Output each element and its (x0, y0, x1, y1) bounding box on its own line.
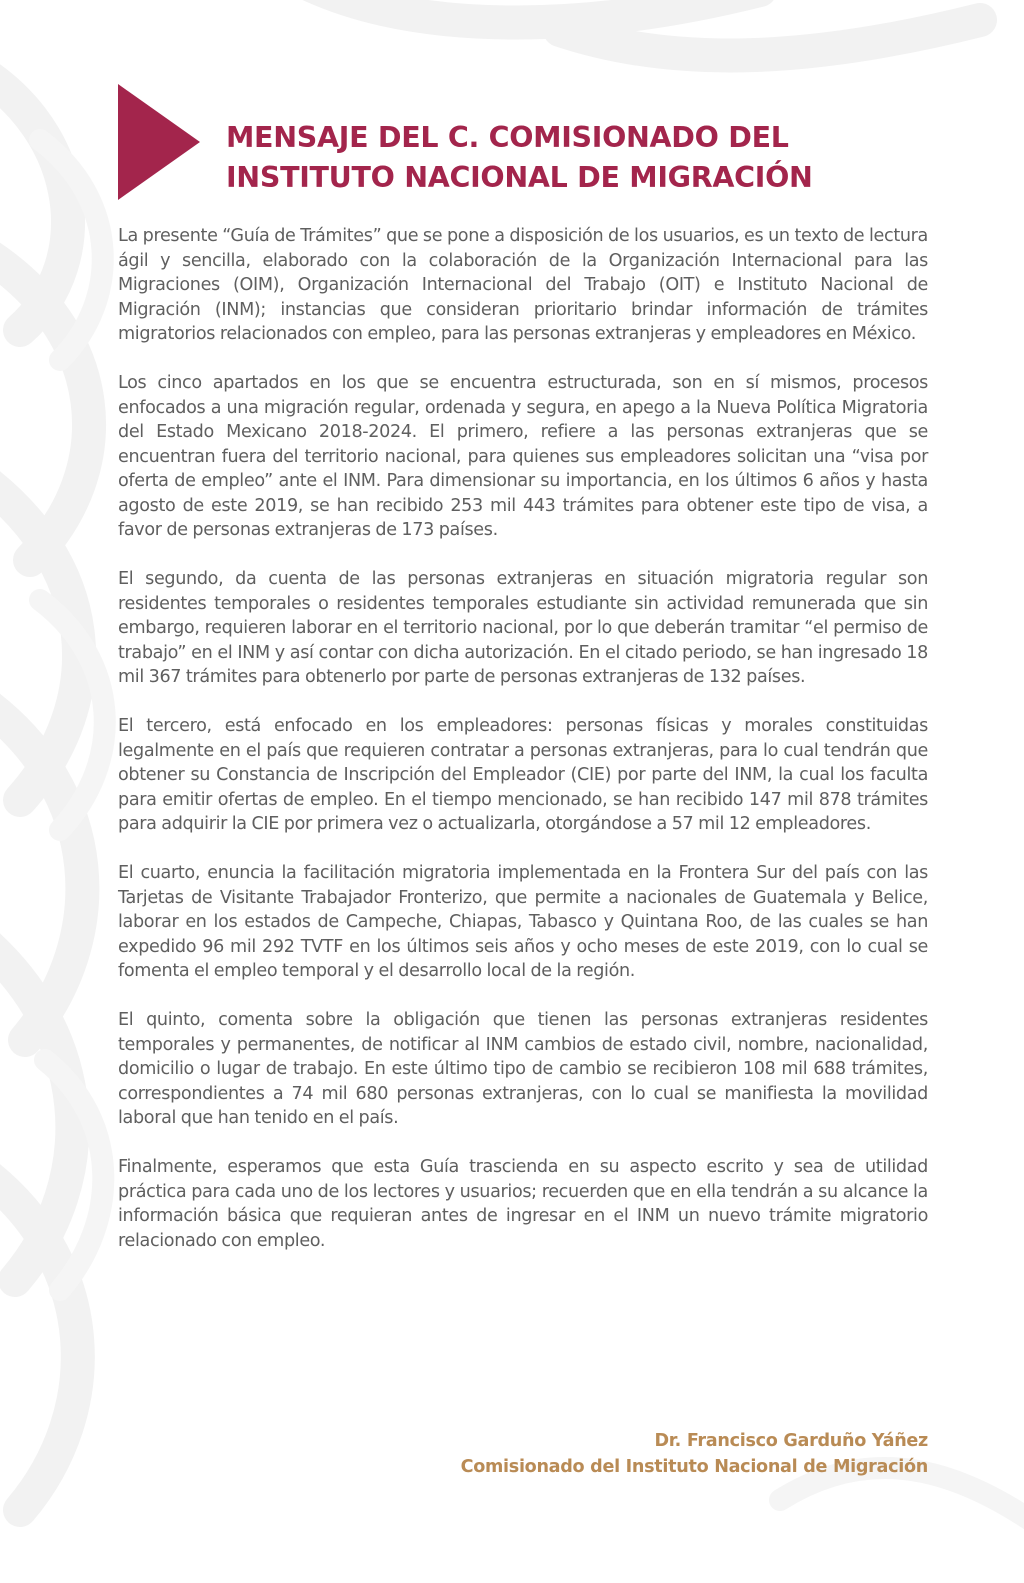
paragraph-first-section: Los cinco apartados en los que se encuentra estructurada, son en sí mismos, procesos enfocados a una migración regular, ordenada y segura, en apego a la Nueva Política Migratoria del Estado Mexicano 2018-2024. El primero, refiere a las personas extranjeras que se encuentran fuera del territorio nacional, para quienes sus empleadores solicitan una “visa por oferta de empleo” ante el INM. Para dimensionar su importancia, en los últimos 6 años y hasta agosto de este 2019, se han recibido 253 mil 443 trámites para obtener este tipo de visa, a favor de personas extranjeras de 173 países. (118, 373, 928, 540)
triangle-shape (118, 84, 200, 200)
title-line-1: MENSAJE DEL C. COMISIONADO DEL (226, 121, 789, 154)
signature-position: Comisionado del Instituto Nacional de Migración (460, 1457, 928, 1477)
play-triangle-icon (118, 84, 200, 200)
paragraph-fourth-section: El cuarto, enuncia la facilitación migratoria implementada en la Frontera Sur del país con las Tarjetas de Visitante Trabajador Fronterizo, que permite a nacionales de Guatemala y Belice, laborar en los estados de Campeche, Chiapas, Tabasco y Quintana Roo, de las cuales se han expedido 96 mil 292 TVTF en los últimos seis años y ocho meses de este 2019, con lo cual se fomenta el empleo temporal y el desarrollo local de la región. (118, 863, 928, 981)
paragraph-second-section: El segundo, da cuenta de las personas extranjeras en situación migratoria regular son residentes temporales o residentes temporales estudiante sin actividad remunerada que sin embargo, requieren laborar en el territorio nacional, por lo que deberán tramitar “el permiso de trabajo” en el INM y así contar con dicha autorización. En el citado periodo, se han ingresado 18 mil 367 trámites para obtenerlo por parte de personas extranjeras de 132 países. (118, 569, 928, 687)
page-title (226, 118, 946, 198)
title-line-2: INSTITUTO NACIONAL DE MIGRACIÓN (226, 161, 813, 194)
signature-block (118, 1428, 928, 1480)
paragraph-third-section: El tercero, está enfocado en los empleadores: personas físicas y morales constituidas legalmente en el país que requieren contratar a personas extranjeras, para lo cual tendrán que obtener su Constancia de Inscripción del Empleador (CIE) por parte del INM, la cual los faculta para emitir ofertas de empleo. En el tiempo mencionado, se han recibido 147 mil 878 trámites para adquirir la CIE por primera vez o actualizarla, otorgándose a 57 mil 12 empleadores. (118, 716, 928, 834)
paragraph-closing: Finalmente, esperamos que esta Guía trascienda en su aspecto escrito y sea de utilidad práctica para cada uno de los lectores y usuarios; recuerden que en ella tendrán a su alcance la información básica que requieran antes de ingresar en el INM un nuevo trámite migratorio relacionado con empleo. (118, 1157, 928, 1251)
message-body (118, 224, 928, 1253)
paragraph-fifth-section: El quinto, comenta sobre la obligación que tienen las personas extranjeras residentes temporales y permanentes, de notificar al INM cambios de estado civil, nombre, nacionalidad, domicilio o lugar de trabajo. En este último tipo de cambio se recibieron 108 mil 688 trámites, correspondientes a 74 mil 680 personas extranjeras, con lo cual se manifiesta la movilidad laboral que han tenido en el país. (118, 1010, 928, 1128)
paragraph-intro: La presente “Guía de Trámites” que se pone a disposición de los usuarios, es un texto de lectura ágil y sencilla, elaborado con la colaboración de la Organización Internacional para las Migraciones (OIM), Organización Internacional del Trabajo (OIT) e Instituto Nacional de Migración (INM); instancias que consideran prioritario brindar información de trámites migratorios relacionados con empleo, para las personas extranjeras y empleadores en México. (118, 226, 928, 344)
signature-name: Dr. Francisco Garduño Yáñez (654, 1431, 928, 1451)
